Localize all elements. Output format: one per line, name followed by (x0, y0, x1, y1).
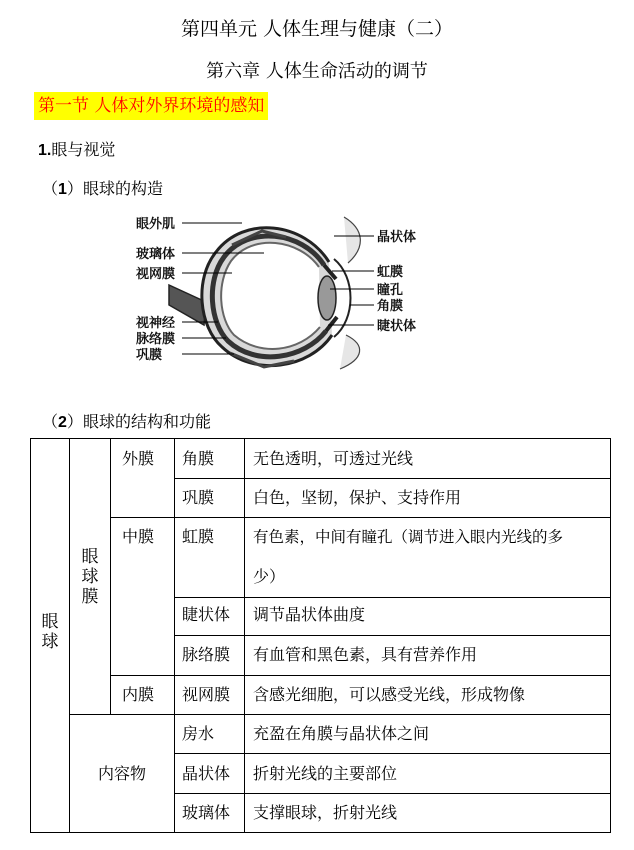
diagram-label-cornea: 角膜 (377, 299, 404, 314)
subsection-2-heading: （2）眼球的结构和功能 (42, 412, 211, 431)
diagram-label-optic-nerve: 视神经 (136, 316, 176, 331)
diagram-label-choroid: 脉络膜 (136, 332, 176, 347)
subsection-1-text: 眼球的构造 (82, 179, 163, 198)
table-function-iris-line2: 少） (253, 567, 286, 586)
diagram-label-lens: 晶状体 (377, 230, 417, 245)
topic-number: 1. (38, 142, 52, 159)
subsection-2-number: 2 (58, 414, 67, 431)
table-part-aqueous-humor: 房水 (182, 724, 215, 743)
table-part-retina: 视网膜 (182, 685, 231, 704)
subsection-1-heading: （1）眼球的构造 (42, 179, 163, 198)
table-function-ciliary-body: 调节晶状体曲度 (253, 605, 366, 624)
diagram-label-vitreous: 玻璃体 (136, 247, 176, 262)
table-contents-group-label: 内容物 (98, 764, 147, 783)
topic-heading (38, 137, 115, 160)
table-layer-middle: 中膜 (122, 527, 155, 546)
table-part-lens: 晶状体 (182, 764, 231, 783)
topic-text: 眼与视觉 (51, 140, 116, 159)
table-layer-outer: 外膜 (122, 449, 155, 468)
table-membrane-group-label: 眼球膜 (81, 547, 99, 607)
table-function-choroid: 有血管和黑色素，具有营养作用 (253, 645, 478, 664)
upper-eyelid (344, 217, 360, 263)
table-function-vitreous: 支撑眼球，折射光线 (253, 803, 398, 822)
table-part-choroid: 脉络膜 (182, 645, 231, 664)
diagram-label-eye-muscle: 眼外肌 (136, 217, 176, 232)
lens-shape (318, 276, 336, 320)
unit-title: 第四单元 人体生理与健康（二） (180, 18, 454, 40)
table-part-sclera: 巩膜 (182, 488, 215, 507)
table-function-aqueous-humor: 充盈在角膜与晶状体之间 (253, 724, 430, 743)
table-function-sclera: 白色，坚韧，保护、支持作用 (253, 488, 462, 507)
table-part-ciliary-body: 睫状体 (182, 605, 231, 624)
table-organ-label: 眼球 (41, 612, 59, 652)
table-layer-inner: 内膜 (122, 685, 155, 704)
table-function-cornea: 无色透明，可透过光线 (253, 449, 414, 468)
subsection-1-number: 1 (58, 181, 67, 198)
table-part-cornea: 角膜 (182, 449, 215, 468)
subsection-2-text: 眼球的结构和功能 (82, 412, 211, 431)
table-function-retina: 含感光细胞，可以感受光线，形成物像 (253, 685, 526, 704)
table-function-iris-line1: 有色素，中间有瞳孔（调节进入眼内光线的多 (253, 528, 564, 546)
section-title: 第一节 人体对外界环境的感知 (34, 92, 268, 120)
lower-eyelid (340, 335, 360, 369)
table-function-lens: 折射光线的主要部位 (253, 764, 398, 783)
eyeball-diagram (134, 207, 434, 387)
diagram-label-pupil: 瞳孔 (377, 283, 404, 298)
table-part-vitreous: 玻璃体 (182, 803, 231, 822)
diagram-label-iris: 虹膜 (377, 265, 404, 280)
diagram-label-sclera: 巩膜 (136, 348, 163, 363)
chapter-title: 第六章 人体生命活动的调节 (206, 61, 428, 82)
diagram-label-ciliary-body: 睫状体 (377, 319, 417, 334)
table-part-iris: 虹膜 (182, 527, 215, 546)
retina-shape (221, 243, 320, 349)
diagram-label-retina: 视网膜 (136, 267, 176, 282)
